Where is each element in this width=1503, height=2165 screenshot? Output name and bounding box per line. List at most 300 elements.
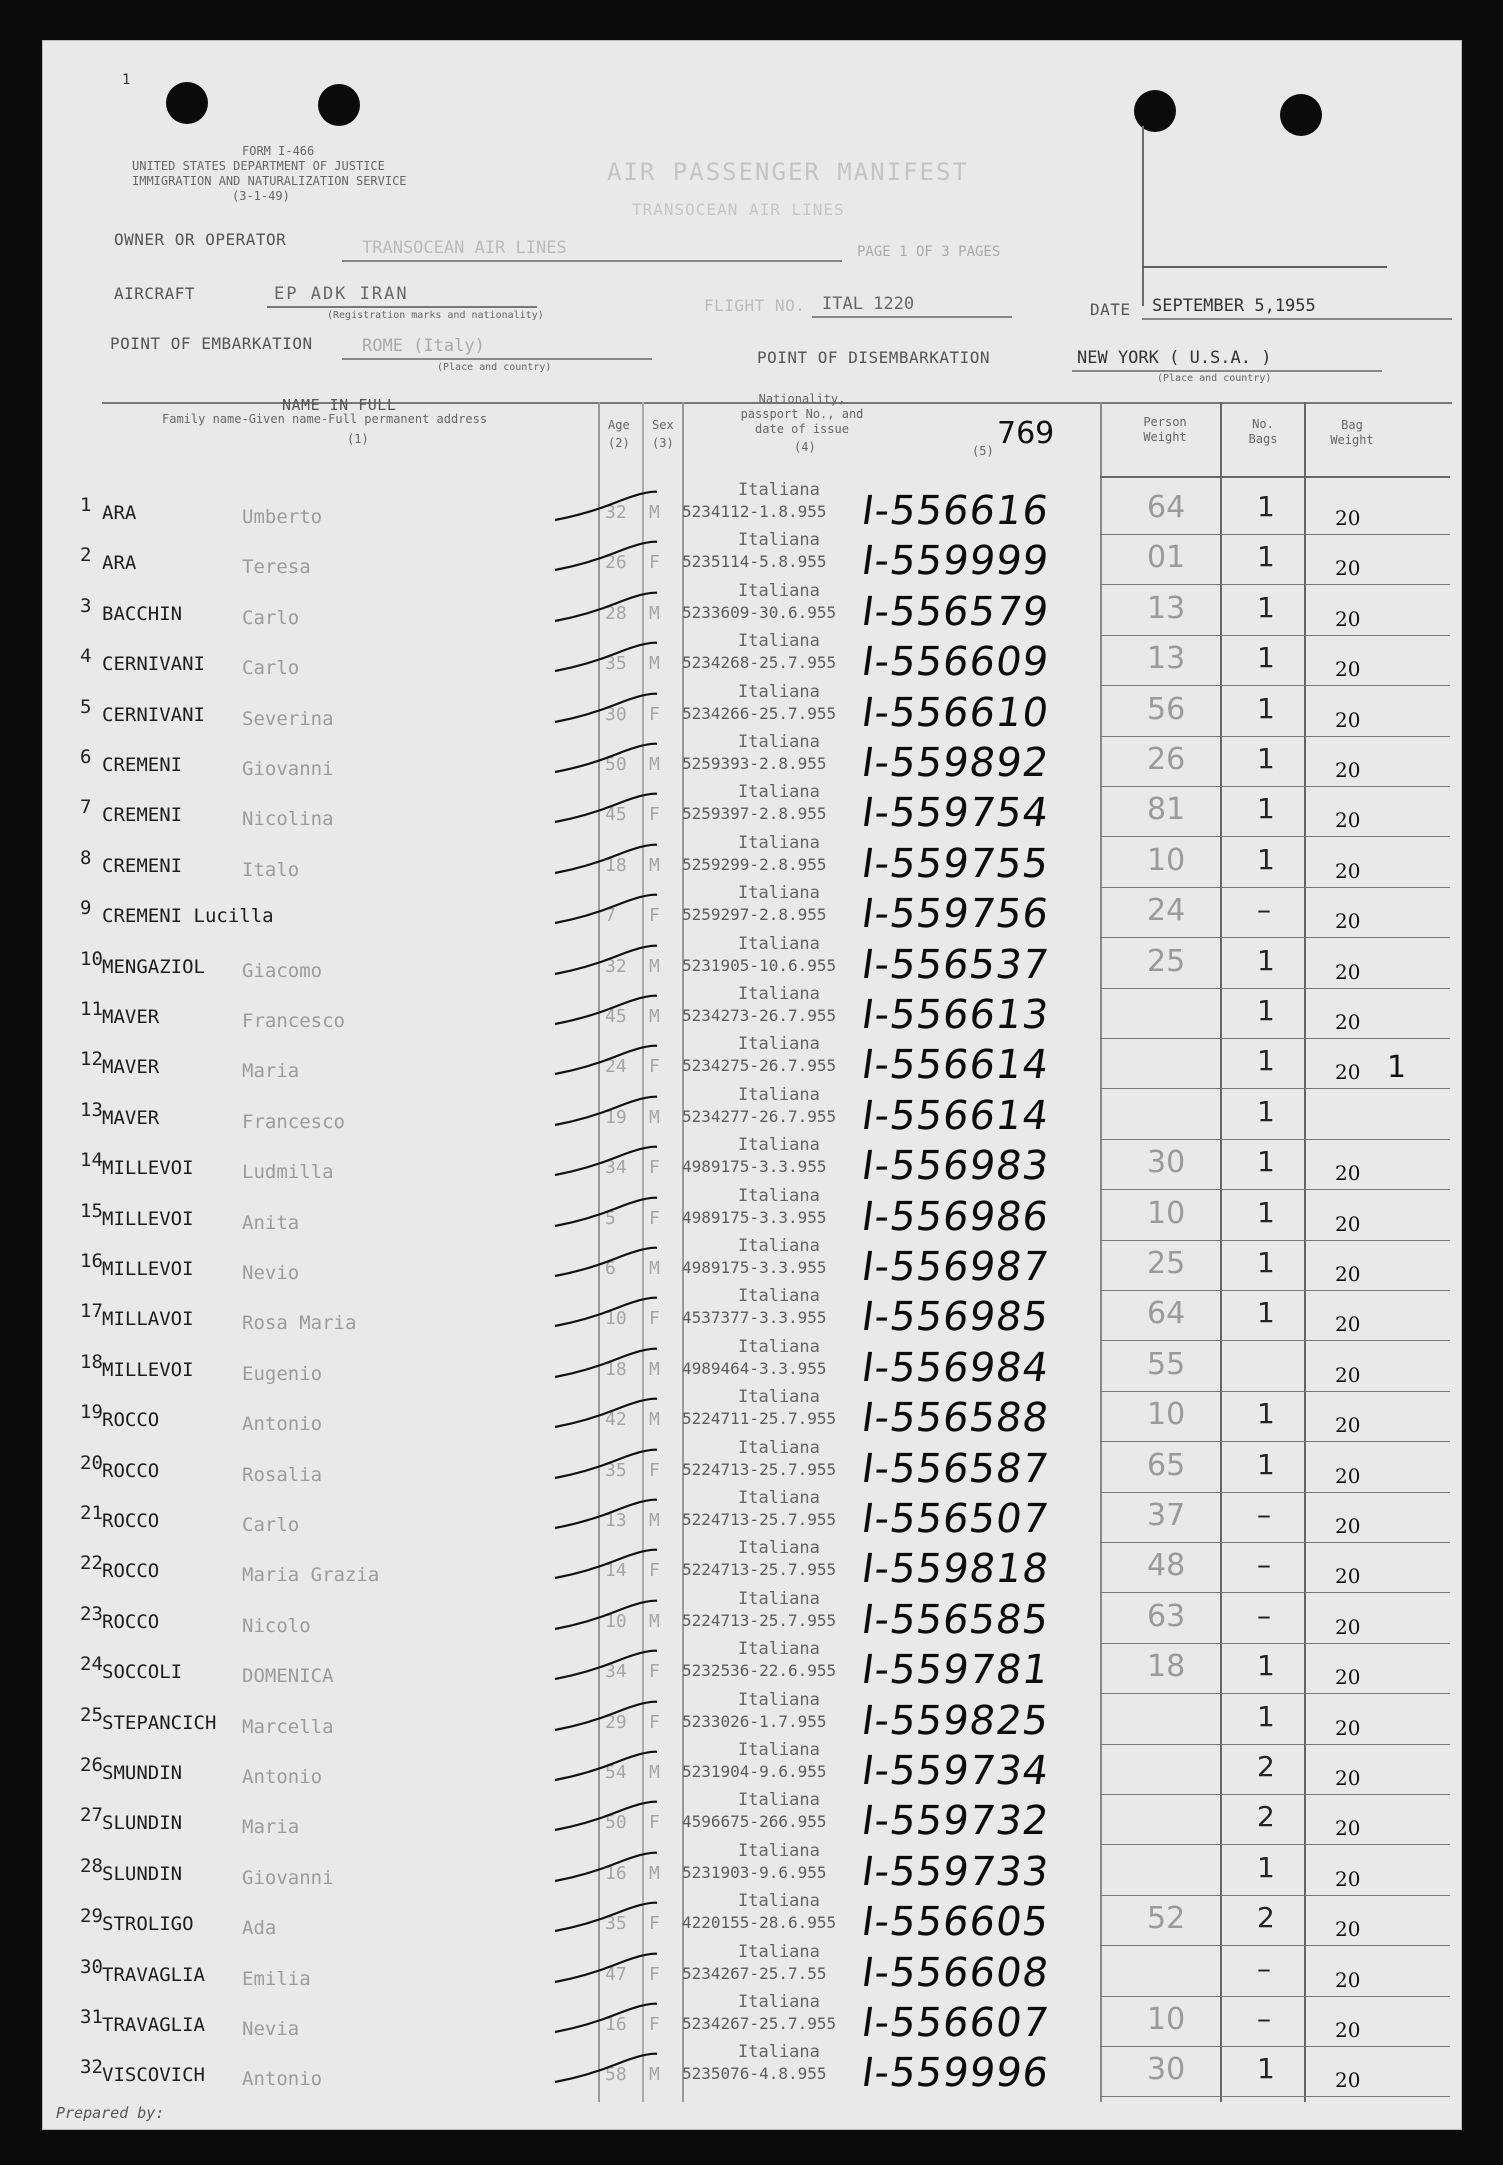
age-cell: 24 bbox=[605, 1056, 627, 1078]
airline-heading: TRANSOCEAN AIR LINES bbox=[632, 200, 845, 219]
row-number: 21 bbox=[80, 1502, 103, 1524]
row-rule bbox=[1100, 1240, 1450, 1241]
alien-number-cell: I-556985 bbox=[858, 1294, 1053, 1341]
sex-cell: F bbox=[649, 905, 660, 927]
check-mark-icon bbox=[547, 1748, 657, 1788]
sex-cell: M bbox=[649, 754, 660, 775]
person-weight-cell: 24 bbox=[1147, 893, 1186, 929]
page-number: 1 bbox=[122, 72, 131, 88]
row-number: 15 bbox=[80, 1199, 103, 1222]
alien-number-cell: I-556587 bbox=[858, 1445, 1053, 1492]
age-cell: 35 bbox=[605, 1459, 627, 1481]
check-mark-icon bbox=[547, 2000, 657, 2040]
embark-value: ROME (Italy) bbox=[362, 336, 485, 356]
check-mark-icon bbox=[547, 1244, 657, 1284]
row-rule bbox=[1100, 1340, 1450, 1341]
agency-block: FORM I-466 UNITED STATES DEPARTMENT OF JUSTICE IMMIGRATION AND NATURALIZATION SERVICE (3-1-49) bbox=[132, 144, 407, 203]
nationality-cell: Italiana bbox=[738, 2042, 820, 2063]
row-rule bbox=[1100, 887, 1450, 888]
passport-cell: 5234266-25.7.955 bbox=[682, 703, 837, 723]
nationality-cell: Italiana bbox=[738, 1689, 820, 1710]
alien-number-cell: I-556605 bbox=[858, 1899, 1053, 1946]
passport-cell: 5259397-2.8.955 bbox=[682, 804, 827, 824]
sex-cell: M bbox=[649, 1106, 660, 1128]
bag-weight-cell: 20 bbox=[1335, 758, 1361, 782]
row-rule bbox=[1100, 1592, 1450, 1593]
alien-number-cell: I-559732 bbox=[858, 1798, 1053, 1845]
manifest-sheet bbox=[42, 40, 1462, 2130]
sex-cell: F bbox=[649, 1711, 660, 1733]
age-cell: 6 bbox=[605, 1258, 616, 1279]
alien-number-cell: I-556987 bbox=[858, 1244, 1053, 1290]
col-no-bags: No. Bags bbox=[1248, 417, 1278, 446]
given-name: Nicolina bbox=[242, 808, 334, 831]
row-number: 32 bbox=[80, 2056, 103, 2079]
family-name: MAVER bbox=[102, 1056, 160, 1079]
check-mark-icon bbox=[547, 1345, 657, 1385]
row-rule bbox=[1100, 685, 1450, 686]
age-cell: 10 bbox=[605, 1610, 627, 1632]
row-number: 28 bbox=[80, 1854, 103, 1877]
passport-cell: 5259299-2.8.955 bbox=[682, 854, 827, 874]
alien-number-cell: I-559781 bbox=[858, 1647, 1053, 1694]
given-name: Antonio bbox=[242, 2068, 323, 2091]
given-name: Nevia bbox=[242, 2018, 300, 2040]
family-name: ROCCO bbox=[102, 1560, 160, 1583]
check-mark-icon bbox=[547, 1395, 657, 1435]
disembark-label: POINT OF DISEMBARKATION bbox=[757, 348, 991, 367]
page-text: PAGE 1 OF 3 PAGES bbox=[857, 244, 1001, 260]
given-name: Francesco bbox=[242, 1110, 345, 1133]
sex-cell: M bbox=[649, 1258, 660, 1279]
aircraft-sub: (Registration marks and nationality) bbox=[327, 310, 544, 321]
bag-weight-cell: 20 bbox=[1335, 1766, 1361, 1790]
alien-number-cell: I-559734 bbox=[858, 1748, 1053, 1794]
bag-weight-cell: 20 bbox=[1335, 1866, 1361, 1891]
person-weight-cell: 64 bbox=[1147, 490, 1186, 525]
alien-number-cell: I-559818 bbox=[858, 1546, 1053, 1593]
row-rule bbox=[1100, 1542, 1450, 1543]
check-mark-icon bbox=[547, 488, 657, 528]
sex-cell: M bbox=[649, 955, 660, 977]
person-weight-cell: 65 bbox=[1147, 1447, 1186, 1483]
age-cell: 34 bbox=[605, 1157, 627, 1179]
family-name: SOCCOLI bbox=[102, 1661, 183, 1684]
bags-cell: 1 bbox=[1257, 1145, 1275, 1179]
nationality-cell: Italiana bbox=[738, 1034, 820, 1055]
check-mark-icon bbox=[547, 942, 657, 982]
col-person-weight: Person Weight bbox=[1143, 415, 1187, 444]
alien-number-cell: I-556588 bbox=[858, 1395, 1053, 1442]
row-rule bbox=[1100, 534, 1450, 535]
sex-cell: F bbox=[649, 1207, 660, 1229]
family-name: MILLEVOI bbox=[102, 1207, 194, 1230]
sex-cell: F bbox=[649, 1812, 660, 1834]
form-title: AIR PASSENGER MANIFEST bbox=[607, 158, 969, 186]
col-age: Age bbox=[608, 418, 630, 432]
date-label: DATE bbox=[1090, 300, 1131, 319]
age-cell: 35 bbox=[605, 1913, 627, 1935]
bags-cell: 1 bbox=[1257, 1195, 1275, 1229]
row-number: 6 bbox=[80, 746, 92, 768]
person-weight-cell: 81 bbox=[1147, 792, 1186, 828]
age-cell: 45 bbox=[605, 1006, 627, 1027]
age-cell: 10 bbox=[605, 1308, 627, 1330]
nationality-cell: Italiana bbox=[738, 1740, 820, 1760]
nationality-cell: Italiana bbox=[738, 933, 820, 954]
alien-number-cell: I-556507 bbox=[858, 1496, 1053, 1542]
row-number: 18 bbox=[80, 1350, 103, 1373]
row-number: 8 bbox=[80, 846, 92, 869]
sex-cell: M bbox=[649, 1006, 660, 1027]
alien-number-cell: I-559756 bbox=[858, 891, 1053, 938]
row-rule bbox=[1100, 1844, 1450, 1845]
col-name: NAME IN FULL bbox=[282, 396, 397, 414]
person-weight-cell: 25 bbox=[1147, 1246, 1186, 1281]
nationality-cell: Italiana bbox=[738, 1084, 820, 1105]
family-name: MAVER bbox=[102, 1106, 160, 1129]
given-name: Italo bbox=[242, 858, 300, 881]
age-cell: 19 bbox=[605, 1106, 627, 1128]
row-rule bbox=[1100, 584, 1450, 585]
alien-number-cell: I-556607 bbox=[858, 2000, 1053, 2046]
passport-cell: 4220155-28.6.955 bbox=[682, 1913, 837, 1933]
person-weight-cell: 48 bbox=[1147, 1548, 1186, 1584]
person-weight-cell: 25 bbox=[1147, 943, 1186, 979]
bags-cell: 1 bbox=[1257, 1044, 1275, 1078]
alien-number-cell: I-559825 bbox=[858, 1697, 1053, 1744]
person-weight-cell: 13 bbox=[1147, 590, 1186, 626]
nationality-cell: Italiana bbox=[738, 732, 820, 752]
check-mark-icon bbox=[547, 1496, 657, 1536]
passport-cell: 5232536-22.6.955 bbox=[682, 1661, 837, 1681]
family-name: MILLEVOI bbox=[102, 1157, 194, 1180]
bag-weight-cell: 20 bbox=[1335, 1463, 1361, 1488]
nationality-cell: Italiana bbox=[738, 530, 820, 551]
nationality-cell: Italiana bbox=[738, 832, 820, 853]
bags-cell: 1 bbox=[1257, 1094, 1275, 1128]
passport-cell: 5235076-4.8.955 bbox=[682, 2064, 827, 2084]
row-number: 13 bbox=[80, 1098, 103, 1121]
sex-cell: F bbox=[649, 1913, 660, 1935]
check-mark-icon bbox=[547, 2050, 657, 2090]
nationality-cell: Italiana bbox=[738, 1488, 820, 1508]
col-age-num: (2) bbox=[608, 436, 630, 450]
nationality-cell: Italiana bbox=[738, 1185, 820, 1206]
flight-label: FLIGHT NO. bbox=[704, 296, 806, 315]
alien-number-cell: I-556610 bbox=[858, 689, 1053, 736]
nationality-cell: Italiana bbox=[738, 984, 820, 1004]
family-name: ARA bbox=[102, 502, 137, 524]
passport-cell: 5233026-1.7.955 bbox=[682, 1711, 827, 1731]
bag-weight-cell: 20 bbox=[1335, 1262, 1361, 1286]
bag-weight-cell: 20 bbox=[1335, 858, 1361, 883]
bag-weight-cell: 20 bbox=[1335, 556, 1361, 581]
row-rule bbox=[1100, 1492, 1450, 1493]
given-name: Giovanni bbox=[242, 1866, 334, 1889]
bag-weight-cell: 20 bbox=[1335, 1665, 1361, 1690]
row-number: 26 bbox=[80, 1754, 103, 1776]
check-mark-icon bbox=[547, 639, 657, 679]
bags-cell: 1 bbox=[1257, 842, 1275, 876]
person-weight-cell: 55 bbox=[1147, 1346, 1186, 1382]
passport-cell: 5234267-25.7.55 bbox=[682, 1963, 827, 1983]
given-name: Antonio bbox=[242, 1766, 323, 1788]
alien-number-cell: I-559999 bbox=[858, 538, 1053, 585]
bags-cell: 1 bbox=[1257, 792, 1275, 826]
nationality-cell: Italiana bbox=[738, 1588, 820, 1609]
passport-cell: 5224713-25.7.955 bbox=[682, 1560, 837, 1580]
row-rule bbox=[1100, 1038, 1450, 1039]
sex-cell: M bbox=[649, 1762, 660, 1783]
age-cell: 7 bbox=[605, 905, 616, 927]
row-number: 24 bbox=[80, 1653, 103, 1676]
bags-cell: – bbox=[1257, 893, 1271, 927]
family-name: STROLIGO bbox=[102, 1913, 194, 1936]
nationality-cell: Italiana bbox=[738, 1941, 820, 1962]
sex-cell: M bbox=[649, 1409, 660, 1431]
date-value: SEPTEMBER 5,1955 bbox=[1152, 296, 1316, 316]
punch-hole bbox=[166, 82, 208, 124]
sex-cell: F bbox=[649, 1963, 660, 1985]
given-name: Rosalia bbox=[242, 1463, 323, 1486]
age-cell: 42 bbox=[605, 1409, 627, 1431]
passport-cell: 4596675-266.955 bbox=[682, 1812, 827, 1832]
given-name: Maria bbox=[242, 1816, 300, 1839]
family-name: ROCCO bbox=[102, 1610, 160, 1633]
bags-cell: – bbox=[1257, 1951, 1271, 1985]
check-mark-icon bbox=[547, 740, 657, 780]
bag-weight-cell: 20 bbox=[1335, 1514, 1361, 1538]
embark-label: POINT OF EMBARKATION bbox=[110, 334, 313, 353]
bags-cell: 2 bbox=[1257, 1750, 1275, 1783]
col-nationality: Nationality, passport No., and date of issue bbox=[740, 392, 864, 436]
sex-cell: M bbox=[649, 653, 660, 675]
flight-value: ITAL 1220 bbox=[822, 294, 915, 314]
bag-weight-cell: 20 bbox=[1335, 707, 1361, 732]
row-number: 3 bbox=[80, 594, 92, 617]
check-mark-icon bbox=[547, 1093, 657, 1133]
row-number: 22 bbox=[80, 1552, 103, 1575]
col-name-num: (1) bbox=[347, 432, 369, 446]
row-rule bbox=[1100, 1290, 1450, 1291]
passport-cell: 5231904-9.6.955 bbox=[682, 1762, 827, 1781]
person-weight-cell: 10 bbox=[1147, 1195, 1186, 1231]
age-cell: 13 bbox=[605, 1510, 627, 1531]
bags-cell: 2 bbox=[1257, 1901, 1275, 1935]
bag-weight-cell: 20 bbox=[1335, 1010, 1361, 1034]
alien-number-cell: I-556585 bbox=[858, 1596, 1053, 1643]
given-name: Eugenio bbox=[242, 1362, 323, 1385]
bag-weight-cell: 20 bbox=[1335, 1614, 1361, 1639]
nationality-cell: Italiana bbox=[738, 631, 820, 652]
age-cell: 18 bbox=[605, 854, 627, 876]
passport-cell: 5234112-1.8.955 bbox=[682, 502, 827, 521]
passport-cell: 5259393-2.8.955 bbox=[682, 754, 827, 773]
passport-cell: 5224713-25.7.955 bbox=[682, 1459, 837, 1479]
family-name: BACCHIN bbox=[102, 602, 183, 625]
row-rule bbox=[1100, 1441, 1450, 1442]
row-number: 29 bbox=[80, 1905, 103, 1928]
row-rule bbox=[1100, 1996, 1450, 1997]
sex-cell: F bbox=[649, 1661, 660, 1683]
given-name: Umberto bbox=[242, 506, 323, 528]
passport-cell: 5234277-26.7.955 bbox=[682, 1106, 837, 1126]
nationality-cell: Italiana bbox=[738, 480, 820, 500]
bag-weight-cell: 20 bbox=[1335, 1564, 1361, 1589]
sex-cell: M bbox=[649, 1862, 660, 1884]
bags-cell: 1 bbox=[1257, 1447, 1275, 1481]
row-number: 10 bbox=[80, 947, 103, 970]
bags-cell: 1 bbox=[1257, 1296, 1275, 1330]
check-mark-icon bbox=[547, 1294, 657, 1334]
row-rule bbox=[1100, 2046, 1450, 2047]
family-name: TRAVAGLIA bbox=[102, 1963, 205, 1986]
bags-cell: 1 bbox=[1257, 641, 1275, 675]
sex-cell: F bbox=[649, 1157, 660, 1179]
given-name: Antonio bbox=[242, 1413, 323, 1436]
family-name: MENGAZIOL bbox=[102, 955, 205, 978]
bag-weight-cell: 20 bbox=[1335, 808, 1361, 833]
row-number: 19 bbox=[80, 1401, 103, 1424]
header-bottom-rule bbox=[1100, 476, 1450, 478]
punch-hole bbox=[318, 84, 360, 126]
check-mark-icon bbox=[547, 891, 657, 931]
age-cell: 47 bbox=[605, 1963, 627, 1985]
sex-cell: M bbox=[649, 602, 660, 624]
passport-cell: 5235114-5.8.955 bbox=[682, 552, 827, 572]
col-sex-num: (3) bbox=[652, 436, 674, 450]
bags-cell: 1 bbox=[1257, 2052, 1275, 2086]
age-cell: 32 bbox=[605, 502, 627, 523]
age-cell: 50 bbox=[605, 754, 627, 775]
row-number: 9 bbox=[80, 897, 92, 920]
passport-cell: 5224711-25.7.955 bbox=[682, 1409, 837, 1429]
age-cell: 14 bbox=[605, 1560, 627, 1582]
alien-number-cell: I-556616 bbox=[858, 488, 1053, 534]
bags-cell: – bbox=[1257, 1548, 1271, 1582]
bags-cell: – bbox=[1257, 2002, 1271, 2035]
row-number: 12 bbox=[80, 1048, 103, 1071]
family-name: SLUNDIN bbox=[102, 1862, 183, 1885]
row-number: 16 bbox=[80, 1250, 103, 1272]
alien-number-cell: I-556983 bbox=[858, 1143, 1053, 1190]
bag-weight-cell: 20 bbox=[1335, 1161, 1361, 1186]
family-name: ROCCO bbox=[102, 1510, 160, 1532]
given-name: Teresa bbox=[242, 556, 311, 579]
sex-cell: F bbox=[649, 1560, 660, 1582]
row-rule bbox=[1100, 1189, 1450, 1190]
disembark-sub: (Place and country) bbox=[1157, 373, 1272, 384]
check-mark-icon bbox=[547, 538, 657, 578]
row-rule bbox=[1100, 1139, 1450, 1140]
family-name: SLUNDIN bbox=[102, 1812, 183, 1835]
row-number: 23 bbox=[80, 1602, 103, 1625]
check-mark-icon bbox=[547, 1698, 657, 1738]
nationality-cell: Italiana bbox=[738, 1790, 820, 1811]
box-border bbox=[1142, 266, 1387, 268]
bags-cell: 1 bbox=[1257, 1246, 1275, 1279]
family-name: MILLEVOI bbox=[102, 1258, 194, 1280]
bag-weight-cell: 20 bbox=[1335, 909, 1361, 934]
age-cell: 50 bbox=[605, 1812, 627, 1834]
age-cell: 29 bbox=[605, 1711, 627, 1733]
person-weight-cell: 10 bbox=[1147, 2002, 1186, 2037]
row-rule bbox=[1100, 635, 1450, 636]
passport-cell: 5234275-26.7.955 bbox=[682, 1056, 837, 1076]
age-cell: 16 bbox=[605, 1862, 627, 1884]
bags-cell: 2 bbox=[1257, 1800, 1275, 1834]
given-name: Maria Grazia bbox=[242, 1564, 380, 1587]
family-name: CREMENI Lucilla bbox=[102, 905, 274, 928]
given-name: DOMENICA bbox=[242, 1665, 334, 1688]
prepared-by: Prepared by: bbox=[56, 2104, 165, 2122]
row-number: 7 bbox=[80, 796, 92, 819]
check-mark-icon bbox=[547, 1042, 657, 1082]
family-name: CERNIVANI bbox=[102, 653, 205, 676]
row-number: 14 bbox=[80, 1149, 103, 1172]
nationality-cell: Italiana bbox=[738, 1992, 820, 2012]
person-weight-cell: 37 bbox=[1147, 1498, 1186, 1533]
col-5-num: (5) bbox=[972, 444, 994, 458]
alien-number-cell: I-556613 bbox=[858, 992, 1053, 1038]
nationality-cell: Italiana bbox=[738, 883, 820, 904]
bag-weight-cell: 20 bbox=[1335, 959, 1361, 984]
family-name: CREMENI bbox=[102, 754, 183, 776]
sex-cell: M bbox=[649, 854, 660, 876]
family-name: ARA bbox=[102, 552, 137, 575]
person-weight-cell: 13 bbox=[1147, 641, 1186, 677]
bag-weight-cell: 20 bbox=[1335, 2018, 1361, 2042]
check-mark-icon bbox=[547, 1647, 657, 1687]
passport-cell: 5234268-25.7.955 bbox=[682, 653, 837, 673]
embark-sub: (Place and country) bbox=[437, 362, 552, 373]
nationality-cell: Italiana bbox=[738, 1538, 820, 1559]
bag-weight-cell: 20 bbox=[1335, 1060, 1361, 1085]
bag-weight-cell: 20 bbox=[1335, 1312, 1361, 1337]
check-mark-icon bbox=[547, 841, 657, 881]
check-mark-icon bbox=[547, 1798, 657, 1838]
alien-number-cell: I-559755 bbox=[858, 840, 1053, 887]
disembark-underline bbox=[1072, 370, 1382, 372]
age-cell: 26 bbox=[605, 552, 627, 574]
bag-weight-cell: 20 bbox=[1335, 1816, 1361, 1841]
sex-cell: F bbox=[649, 552, 660, 574]
bags-cell: 1 bbox=[1257, 742, 1275, 775]
sex-cell: F bbox=[649, 703, 660, 725]
row-rule bbox=[1100, 836, 1450, 837]
check-mark-icon bbox=[547, 1143, 657, 1183]
col-5-handwritten: 769 bbox=[997, 416, 1055, 451]
row-number: 4 bbox=[80, 645, 92, 668]
passport-cell: 5234273-26.7.955 bbox=[682, 1006, 837, 1025]
age-cell: 35 bbox=[605, 653, 627, 675]
family-name: ROCCO bbox=[102, 1409, 160, 1432]
bag-weight-cell: 20 bbox=[1335, 606, 1361, 631]
row-number: 25 bbox=[80, 1703, 103, 1726]
person-weight-cell: 10 bbox=[1147, 842, 1186, 878]
row-rule bbox=[1100, 1391, 1450, 1392]
sex-cell: M bbox=[649, 1610, 660, 1632]
bags-cell: 1 bbox=[1257, 1850, 1275, 1884]
check-mark-icon bbox=[547, 589, 657, 629]
box-border bbox=[1142, 126, 1144, 306]
row-rule bbox=[1100, 1794, 1450, 1795]
alien-number-cell: I-556984 bbox=[858, 1344, 1053, 1391]
alien-number-cell: I-556537 bbox=[858, 941, 1053, 988]
given-name: Severina bbox=[242, 707, 334, 730]
row-rule bbox=[1100, 736, 1450, 737]
